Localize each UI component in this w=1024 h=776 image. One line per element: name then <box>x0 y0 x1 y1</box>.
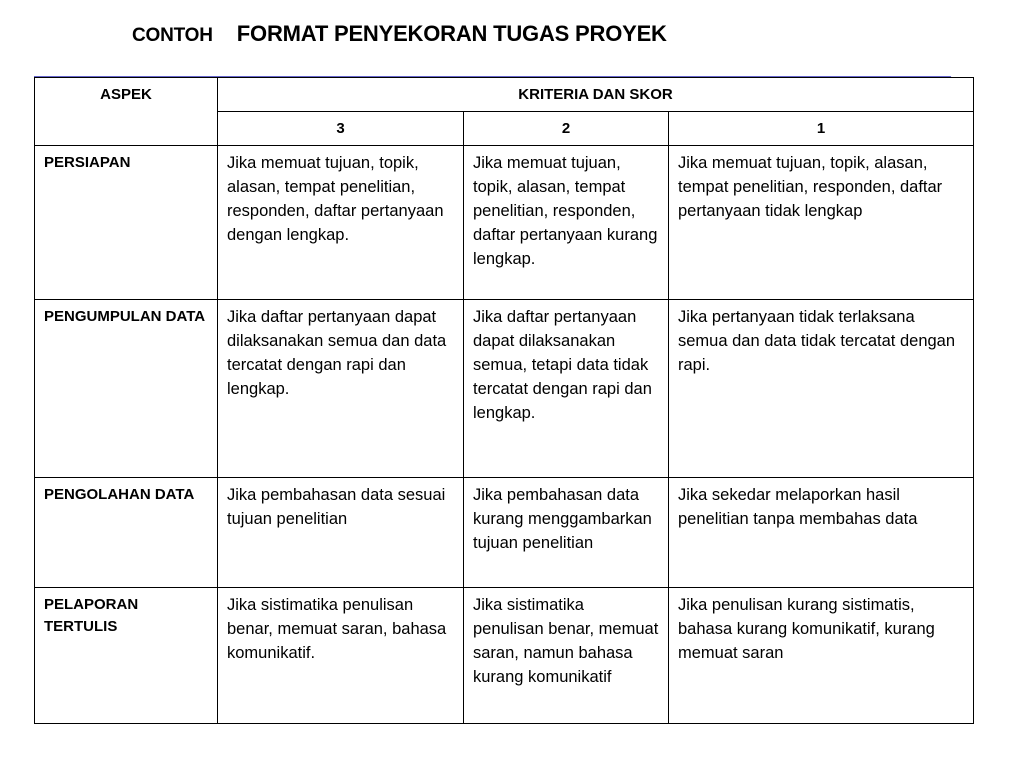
criteria-cell: Jika sistimatika penulisan benar, memuat saran, namun bahasa kurang komunikatif <box>464 588 669 724</box>
title-main: FORMAT PENYEKORAN TUGAS PROYEK <box>236 21 667 46</box>
table-row <box>35 146 974 300</box>
table-row <box>35 300 974 478</box>
criteria-cell: Jika pertanyaan tidak terlaksana semua dan data tidak tercatat dengan rapi. <box>669 300 974 478</box>
table-header-row <box>35 78 974 112</box>
aspect-label: PENGOLAHAN DATA <box>35 478 218 588</box>
slide-title <box>132 12 667 49</box>
aspect-label: PERSIAPAN <box>35 146 218 300</box>
criteria-cell: Jika pembahasan data kurang menggambarkan tujuan penelitian <box>464 478 669 588</box>
criteria-cell: Jika pembahasan data sesuai tujuan penelitian <box>218 478 464 588</box>
criteria-cell: Jika memuat tujuan, topik, alasan, tempat penelitian, responden, daftar pertanyaan tidak lengkap <box>669 146 974 300</box>
title-prefix: CONTOH <box>132 25 213 46</box>
table-row <box>35 588 974 724</box>
criteria-cell: Jika sekedar melaporkan hasil penelitian tanpa membahas data <box>669 478 974 588</box>
criteria-cell: Jika penulisan kurang sistimatis, bahasa kurang komunikatif, kurang memuat saran <box>669 588 974 724</box>
criteria-cell: Jika daftar pertanyaan dapat dilaksanakan semua dan data tercatat dengan rapi dan lengkap. <box>218 300 464 478</box>
background-left-white <box>0 76 34 776</box>
header-aspect: ASPEK <box>35 78 218 146</box>
aspect-label: PELAPORAN TERTULIS <box>35 588 218 724</box>
score-header: 3 <box>218 112 464 146</box>
scoring-table <box>34 77 974 724</box>
score-header: 2 <box>464 112 669 146</box>
table-row <box>35 478 974 588</box>
criteria-cell: Jika daftar pertanyaan dapat dilaksanakan semua, tetapi data tidak tercatat dengan rapi dan lengkap. <box>464 300 669 478</box>
criteria-cell: Jika memuat tujuan, topik, alasan, tempat penelitian, responden, daftar pertanyaan kurang lengkap. <box>464 146 669 300</box>
header-criteria: KRITERIA DAN SKOR <box>218 78 974 112</box>
criteria-cell: Jika sistimatika penulisan benar, memuat saran, bahasa komunikatif. <box>218 588 464 724</box>
aspect-label: PENGUMPULAN DATA <box>35 300 218 478</box>
score-header: 1 <box>669 112 974 146</box>
criteria-cell: Jika memuat tujuan, topik, alasan, tempat penelitian, responden, daftar pertanyaan dengan lengkap. <box>218 146 464 300</box>
